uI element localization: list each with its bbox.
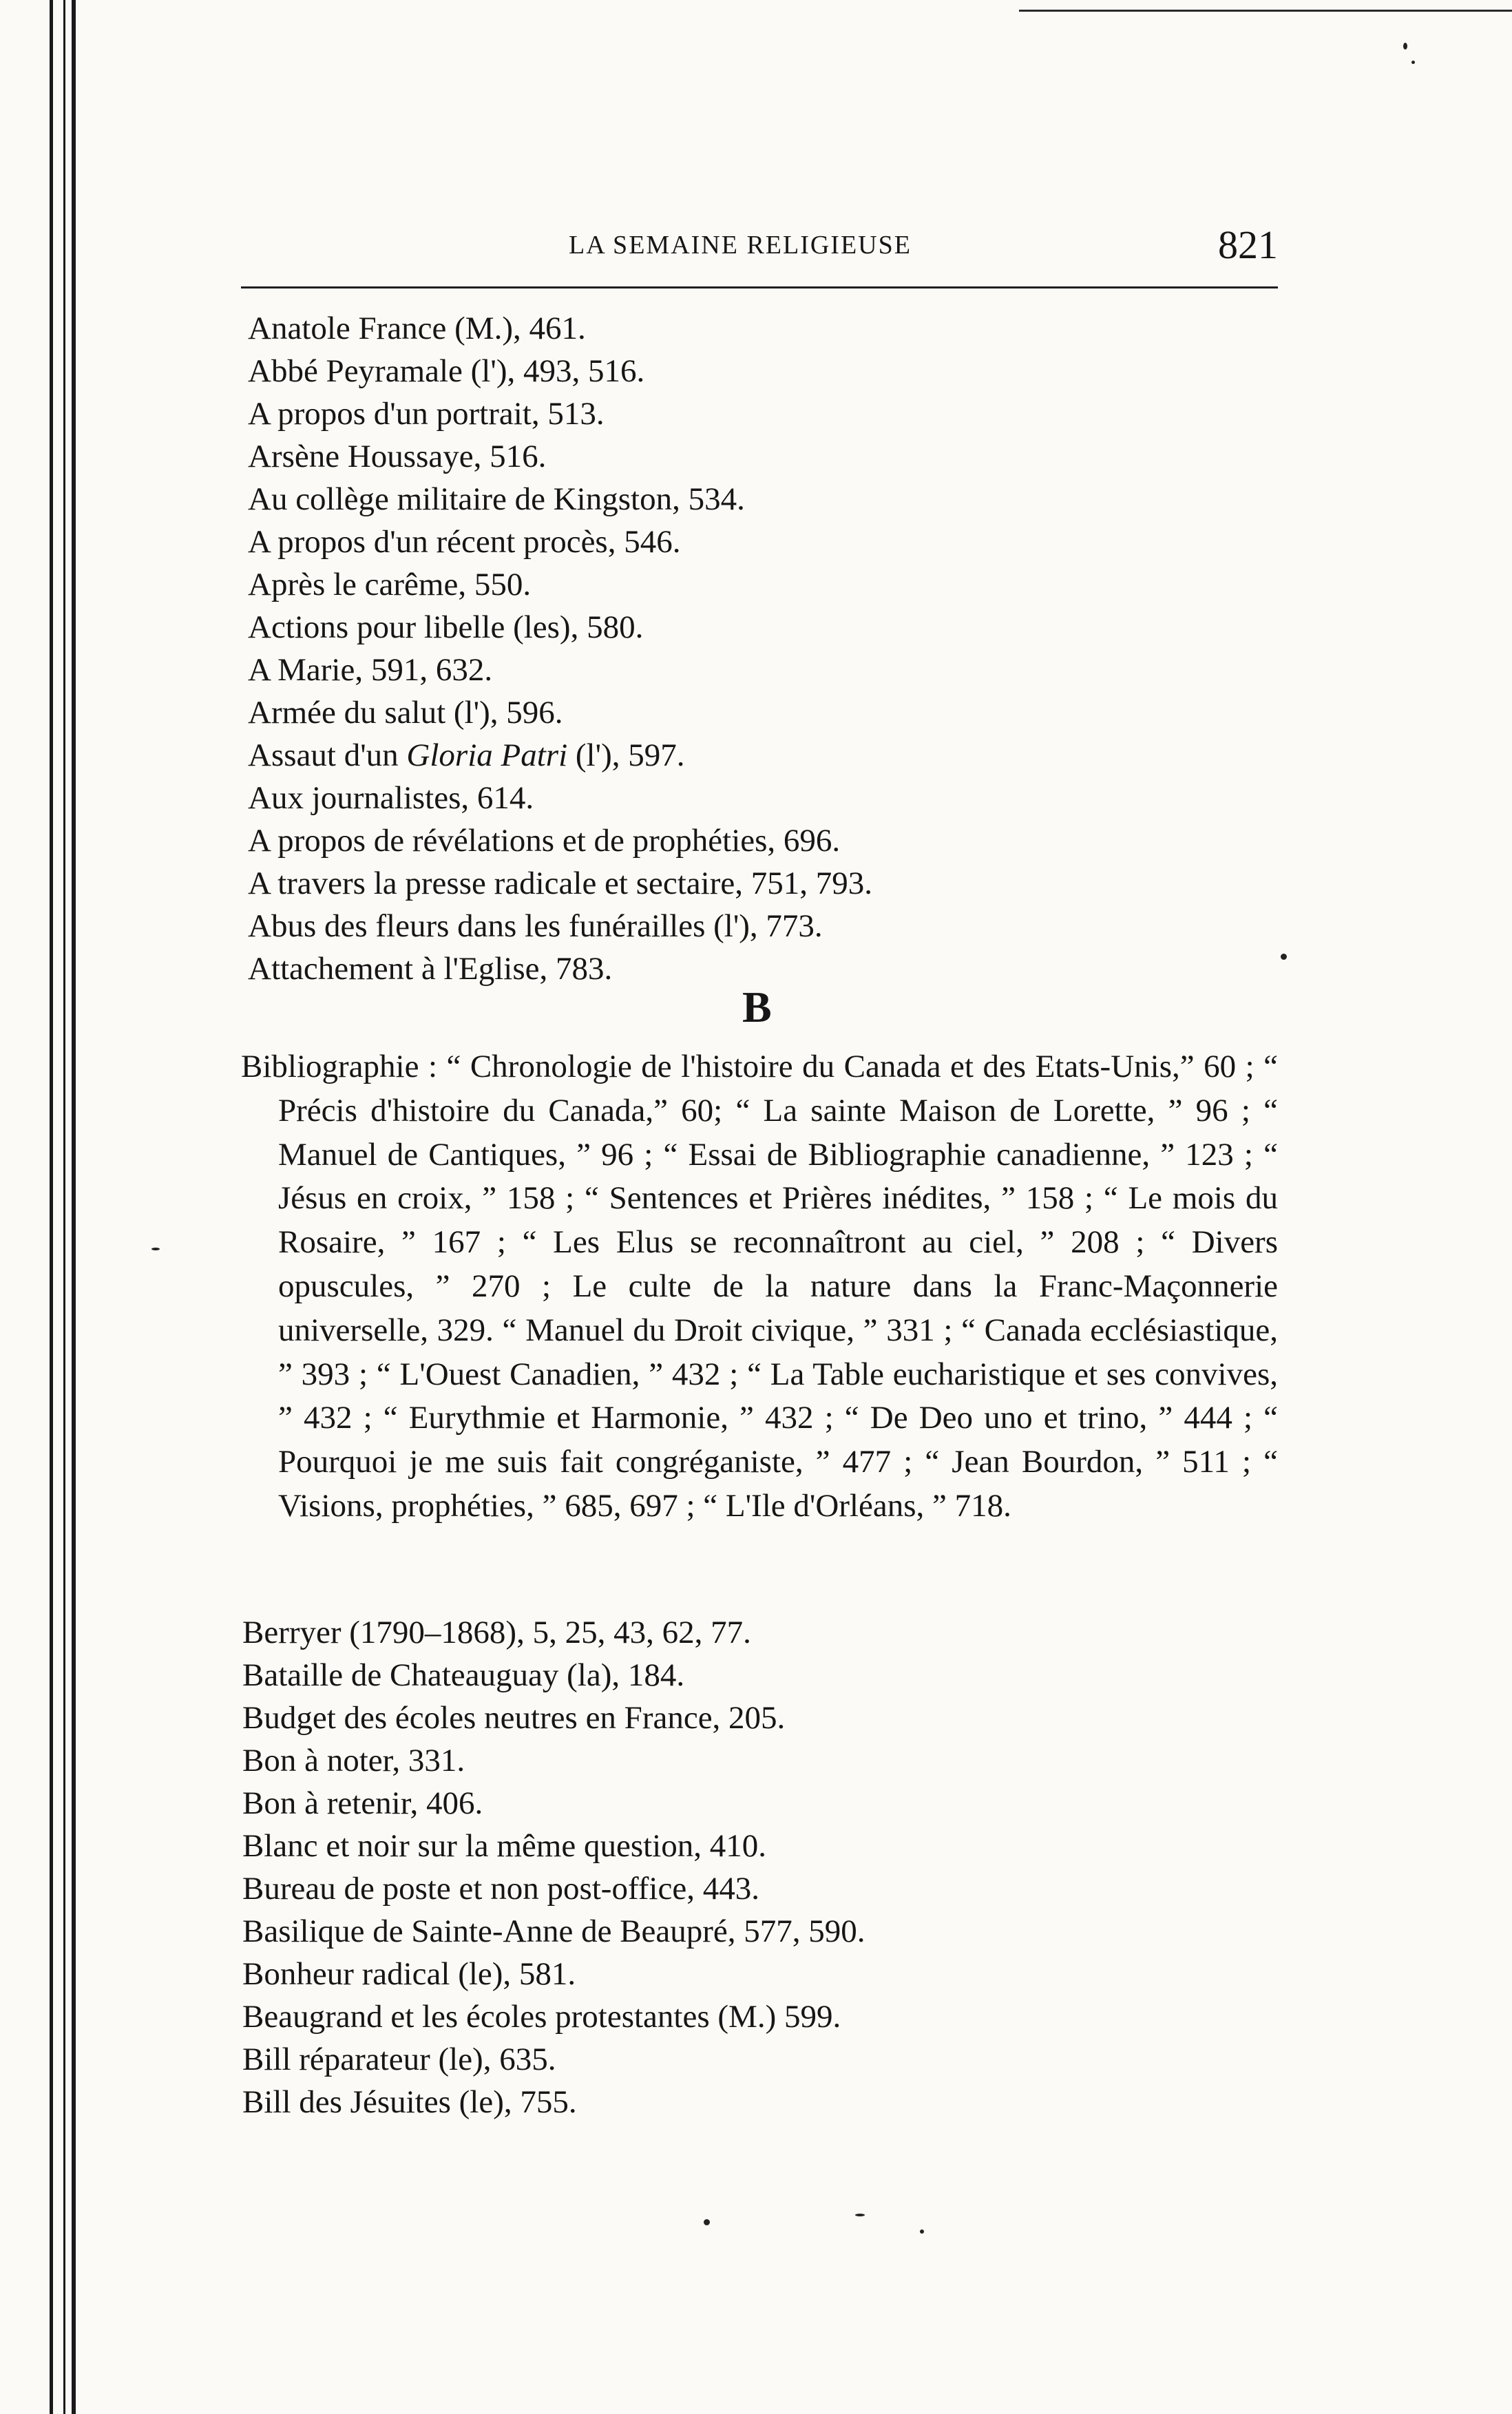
running-head: LA SEMAINE RELIGIEUSE xyxy=(569,231,912,260)
index-entry: Abbé Peyramale (l'), 493, 516. xyxy=(248,353,645,389)
index-entry: Bon à noter, 331. xyxy=(242,1743,465,1778)
page-header xyxy=(245,222,1278,277)
bibliographie-entry: Bibliographie : “ Chronologie de l'histoire du Canada et des Etats-Unis,” 60 ; “ Précis d'histoire du Canada,” 60; “ La sainte Maison de Lorette, ” 96 ; “ Manuel de Cantiques, ” 96 ; “ Essai de Bibliographie canadienne, ” 123 ; “ Jésus en croix, ” 158 ; “ Sentences et Prières inédites, ” 158 ; “ Le mois du Rosaire, ” 167 ; “ Les Elus se reconnaîtront au ciel, ” 208 ; “ Divers opuscules, ” 270 ; Le culte de la nature dans la Franc-Maçonnerie universelle, 329. “ Manuel du Droit civique, ” 331 ; “ Canada ecclésiastique, ” 393 ; “ L'Ouest Canadien, ” 432 ; “ La Table eucharistique et ses convives, ” 432 ; “ Eurythmie et Harmonie, ” 432 ; “ De Deo uno et trino, ” 444 ; “ Pourquoi je me suis fait congréganiste, ” 477 ; “ Jean Bourdon, ” 511 ; “ Visions, prophéties, ” 685, 697 ; “ L'Ile d'Orléans, ” 718. xyxy=(241,1049,1278,1524)
index-entry: Bill des Jésuites (le), 755. xyxy=(242,2084,577,2120)
index-entry: Bon à retenir, 406. xyxy=(242,1785,483,1821)
index-entry: Au collège militaire de Kingston, 534. xyxy=(248,481,745,517)
index-entry: A travers la presse radicale et sectaire, 751, 793. xyxy=(248,865,872,901)
speck xyxy=(151,1248,160,1250)
index-entry: Beaugrand et les écoles protestantes (M.) 599. xyxy=(242,1999,841,2035)
header-rule xyxy=(241,286,1278,288)
index-entry: A propos de révélations et de prophéties, 696. xyxy=(248,823,841,859)
index-entry: A Marie, 591, 632. xyxy=(248,652,493,688)
speck xyxy=(704,2219,710,2225)
speck xyxy=(1403,43,1407,50)
speck xyxy=(1281,954,1287,960)
binding-line-2 xyxy=(63,0,65,2414)
top-edge-rule xyxy=(1019,10,1512,12)
page-number: 821 xyxy=(1218,222,1278,267)
index-entry: Basilique de Sainte-Anne de Beaupré, 577, 590. xyxy=(242,1913,865,1949)
index-entry: Assaut d'un Gloria Patri (l'), 597. xyxy=(248,737,685,773)
binding-line-1 xyxy=(50,0,53,2414)
index-entry: Berryer (1790–1868), 5, 25, 43, 62, 77. xyxy=(242,1615,751,1650)
index-entry: Bureau de poste et non post-office, 443. xyxy=(242,1871,759,1907)
section-letter: B xyxy=(742,983,772,1031)
index-entry: Actions pour libelle (les), 580. xyxy=(248,609,644,645)
speck xyxy=(920,2229,924,2234)
index-entry: Bonheur radical (le), 581. xyxy=(242,1956,576,1992)
index-entry: Après le carême, 550. xyxy=(248,567,532,602)
index-entry: Blanc et noir sur la même question, 410. xyxy=(242,1828,766,1864)
index-entry: Arsène Houssaye, 516. xyxy=(248,439,547,474)
index-entry: Anatole France (M.), 461. xyxy=(248,311,586,346)
index-entry: A propos d'un récent procès, 546. xyxy=(248,524,681,560)
speck xyxy=(1411,61,1415,64)
index-entry: Abus des fleurs dans les funérailles (l'), 773. xyxy=(248,908,823,944)
speck xyxy=(855,2214,865,2216)
index-entry: Armée du salut (l'), 596. xyxy=(248,695,563,731)
index-entry: Aux journalistes, 614. xyxy=(248,780,534,816)
index-entry: Budget des écoles neutres en France, 205. xyxy=(242,1700,786,1736)
binding-line-3 xyxy=(72,0,76,2414)
index-entry: Attachement à l'Eglise, 783. xyxy=(248,951,613,987)
index-entry: Bill réparateur (le), 635. xyxy=(242,2042,556,2077)
italic-title: Gloria Patri xyxy=(406,737,568,773)
index-entry: A propos d'un portrait, 513. xyxy=(248,396,605,432)
index-entry: Bataille de Chateauguay (la), 184. xyxy=(242,1657,685,1693)
